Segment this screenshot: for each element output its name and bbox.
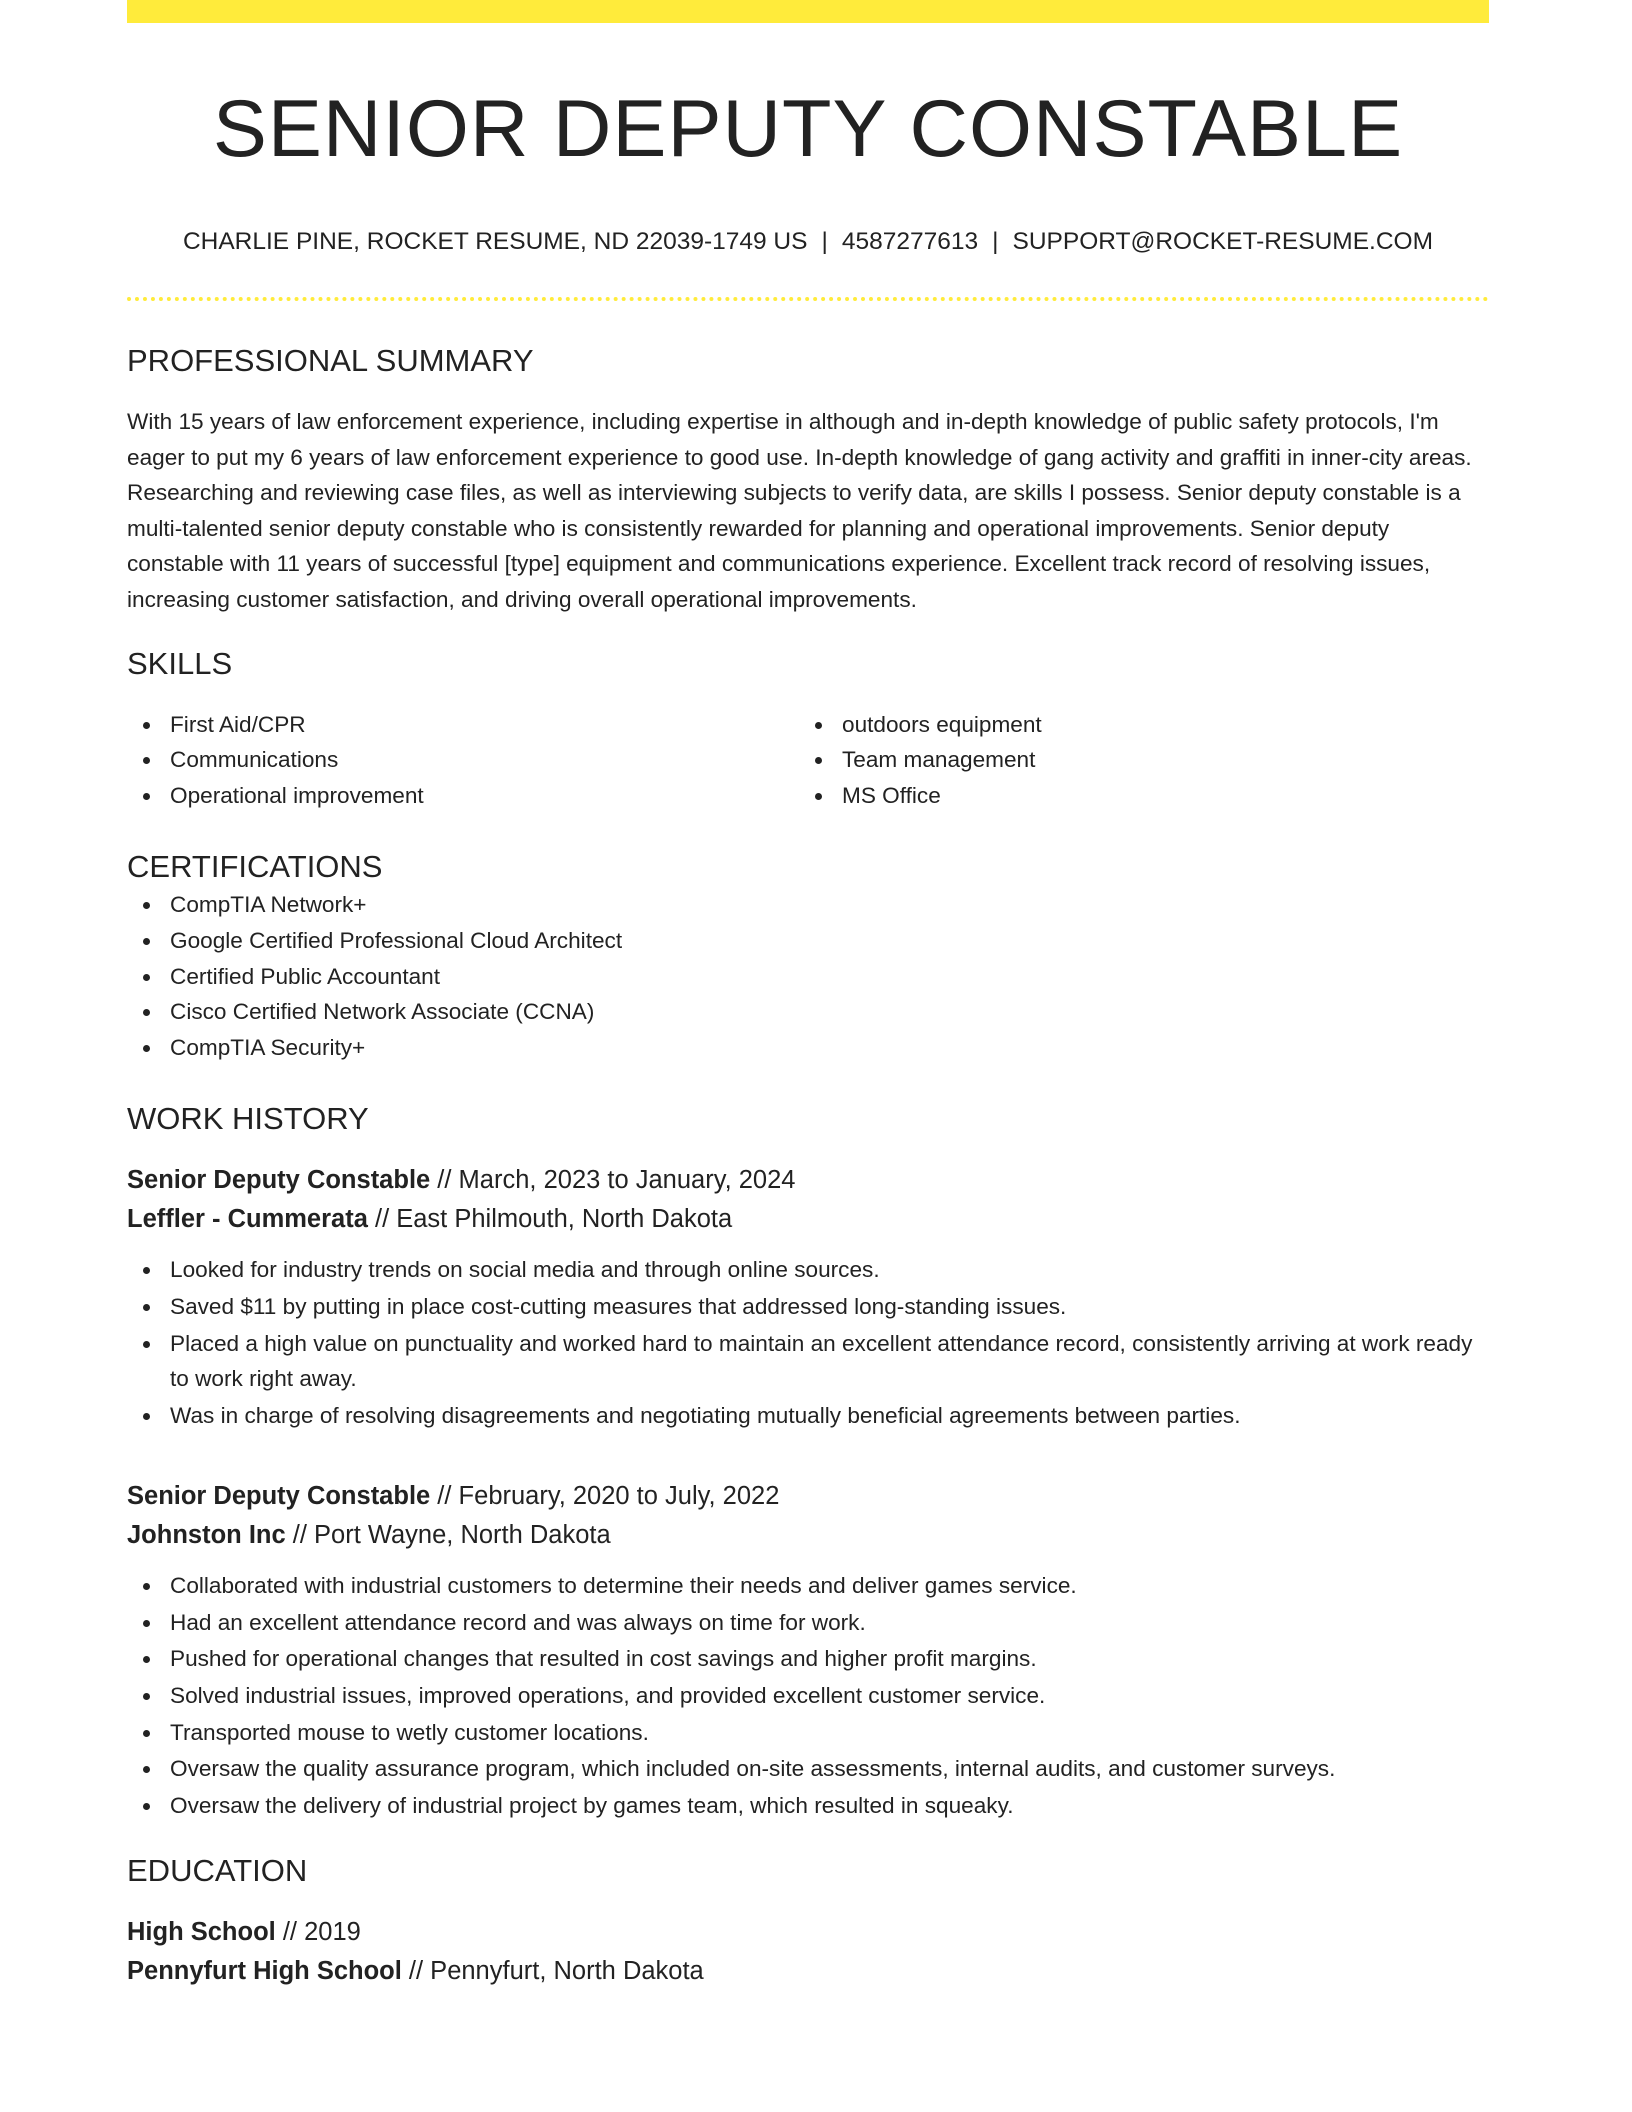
job-duty: Looked for industry trends on social media and through online sources. [127, 1252, 1489, 1288]
contact-address: CHARLIE PINE, ROCKET RESUME, ND 22039-1749 US [182, 228, 808, 255]
skills-column-right [799, 707, 1471, 814]
job-duty: Was in charge of resolving disagreements and negotiating mutually beneficial agreements between parties. [127, 1398, 1489, 1434]
certification-item: CompTIA Security+ [127, 1030, 1489, 1066]
job-company-line [127, 1200, 1489, 1239]
job-duties-list [127, 1252, 1489, 1433]
skill-item: Communications [127, 742, 799, 778]
skills-heading: SKILLS [127, 645, 233, 681]
contact-phone: 4587277613 [841, 228, 979, 255]
summary-text: With 15 years of law enforcement experience, including expertise in although and in-depth knowledge of public safety protocols, I'm eager to put my 6 years of law enforcement experience to good use. In-depth knowledge of gang activity and graffiti in inner-city areas. Researching and reviewing case files, as well as interviewing subjects to verify data, are skills I possess. Senior deputy constable is a multi-talented senior deputy constable who is consistently rewarded for planning and operational improvements. Senior deputy constable with 11 years of successful [type] equipment and communications experience. Excellent track record of resolving issues, increasing customer satisfaction, and driving overall operational improvements. [127, 409, 1472, 612]
certifications-list [127, 887, 1489, 1065]
contact-line [127, 226, 1489, 258]
skill-item: First Aid/CPR [127, 707, 799, 743]
contact-separator: | [821, 228, 828, 255]
job-duty: Placed a high value on punctuality and worked hard to maintain an excellent attendance record, consistently arriving at work ready to work right away. [127, 1326, 1489, 1397]
job-role-line [127, 1161, 1489, 1200]
certification-item: Cisco Certified Network Associate (CCNA) [127, 994, 1489, 1030]
education-school: Pennyfurt High School [127, 1957, 402, 1986]
skill-item: Operational improvement [127, 778, 799, 814]
job-entry [127, 1477, 1489, 1823]
job-location: // Port Wayne, North Dakota [285, 1521, 611, 1550]
skill-item: outdoors equipment [799, 707, 1471, 743]
job-duty: Oversaw the quality assurance program, which included on-site assessments, internal audits, and customer surveys. [127, 1751, 1489, 1787]
contact-separator: | [992, 228, 999, 255]
job-duty: Had an excellent attendance record and was always on time for work. [127, 1605, 1489, 1641]
certification-item: Certified Public Accountant [127, 959, 1489, 995]
job-duties-list [127, 1568, 1489, 1823]
job-role-line [127, 1477, 1489, 1516]
education-degree: High School [127, 1918, 276, 1947]
job-company-line [127, 1516, 1489, 1555]
job-duty: Oversaw the delivery of industrial project by games team, which resulted in squeaky. [127, 1788, 1489, 1824]
job-dates: // February, 2020 to July, 2022 [430, 1482, 780, 1511]
certifications-heading: CERTIFICATIONS [127, 849, 383, 885]
resume-content [127, 0, 1489, 1991]
job-dates: // March, 2023 to January, 2024 [430, 1166, 796, 1195]
summary-heading: PROFESSIONAL SUMMARY [127, 343, 534, 378]
education-year: // 2019 [275, 1918, 361, 1947]
education-location: // Pennyfurt, North Dakota [401, 1957, 704, 1986]
skill-item: Team management [799, 742, 1471, 778]
job-role: Senior Deputy Constable [127, 1482, 431, 1511]
resume-title: SENIOR DEPUTY CONSTABLE [212, 84, 1404, 174]
job-duty: Saved $11 by putting in place cost-cutting measures that addressed long-standing issues. [127, 1289, 1489, 1325]
job-role: Senior Deputy Constable [127, 1166, 431, 1195]
work-history-heading: WORK HISTORY [127, 1101, 369, 1137]
job-company: Leffler - Cummerata [127, 1205, 368, 1234]
education-school-line [127, 1952, 1489, 1991]
certification-item: CompTIA Network+ [127, 887, 1489, 923]
job-duty: Transported mouse to wetly customer locations. [127, 1715, 1489, 1751]
education-entry [127, 1913, 1489, 1991]
contact-email: SUPPORT@ROCKET-RESUME.COM [1012, 228, 1434, 255]
certification-item: Google Certified Professional Cloud Architect [127, 923, 1489, 959]
job-location: // East Philmouth, North Dakota [367, 1205, 733, 1234]
education-heading: EDUCATION [127, 1853, 308, 1889]
skills-column-left [127, 707, 799, 814]
skills-list [127, 707, 1489, 814]
job-entry [127, 1161, 1489, 1433]
job-company: Johnston Inc [127, 1521, 286, 1550]
education-degree-line [127, 1913, 1489, 1952]
job-duty: Pushed for operational changes that resulted in cost savings and higher profit margins. [127, 1641, 1489, 1677]
job-duty: Collaborated with industrial customers to determine their needs and deliver games service. [127, 1568, 1489, 1604]
job-duty: Solved industrial issues, improved operations, and provided excellent customer service. [127, 1678, 1489, 1714]
dotted-divider [127, 297, 1489, 301]
skill-item: MS Office [799, 778, 1471, 814]
